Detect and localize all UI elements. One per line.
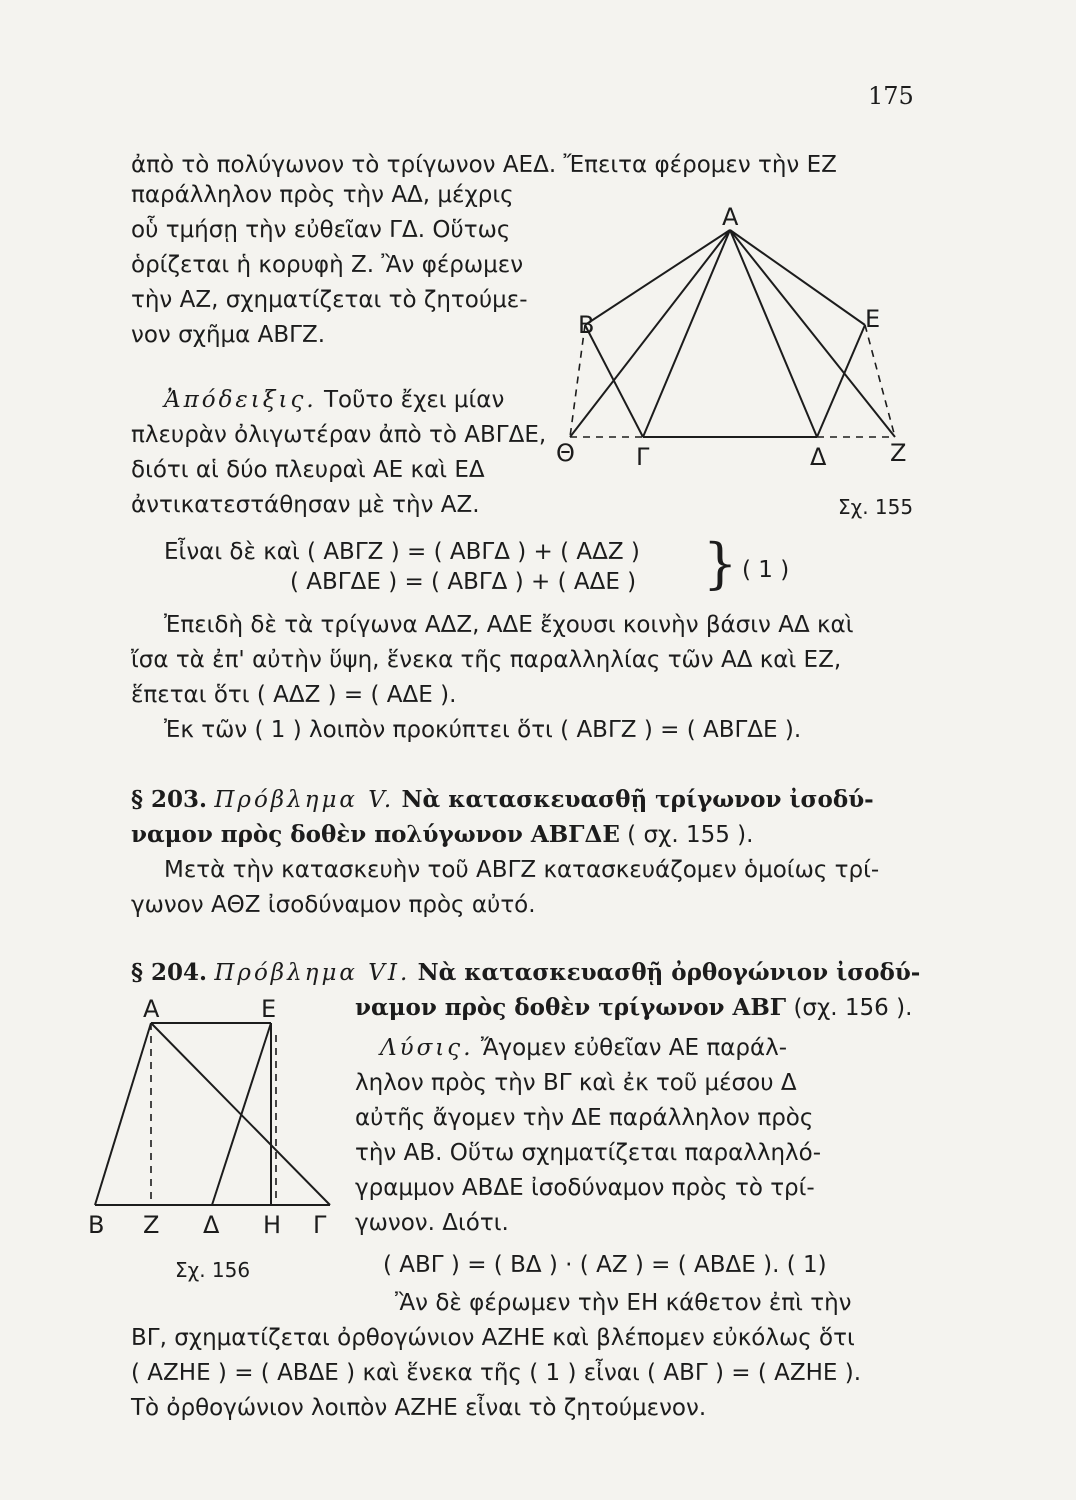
label-A: Α — [722, 203, 739, 231]
equation-1: Εἶναι δὲ καὶ ( ΑΒΓΖ ) = ( ΑΒΓΔ ) + ( ΑΔΖ ) — [164, 539, 640, 565]
block1-line-3: οὗ τμήσῃ τὴν εὐθεῖαν ΓΔ. Οὕτως — [131, 217, 511, 243]
s204-line-9: ΒΓ, σχηματίζεται ὀρθογώνιον ΑΖΗΕ καὶ βλέπομεν εὐκόλως ὅτι — [131, 1325, 855, 1351]
block1-line-2: παράλληλον πρὸς τὴν ΑΔ, μέχρις — [131, 182, 514, 208]
text: ἀπὸ τὸ πολύγωνον τὸ τρίγωνον ΑΕΔ. Ἔπειτα φέρομεν τὴν ΕΖ — [131, 152, 837, 178]
figure-155-caption: Σχ. 155 — [838, 495, 914, 519]
label-A: Α — [143, 995, 160, 1023]
s203-line-3: Μετὰ τὴν κατασκευὴν τοῦ ΑΒΓΖ κατασκευάζομεν ὁμοίως τρί- — [164, 857, 880, 883]
s204-line-5: τὴν ΑΒ. Οὕτω σχηματίζεται παραλληλό- — [355, 1140, 822, 1166]
block2-line-2: ἴσα τὰ ἐπ' αὐτὴν ὕψη, ἕνεκα τῆς παραλληλίας τῶν ΑΔ καὶ ΕΖ, — [131, 647, 842, 673]
s204-title-2: ναμον πρὸς δοθὲν τρίγωνον ΑΒΓ — [355, 994, 787, 1021]
proof-line-3: διότι αἱ δύο πλευραὶ ΑΕ καὶ ΕΔ — [131, 457, 485, 483]
s204-number: § 204. — [131, 959, 208, 986]
label-G: Γ — [636, 443, 650, 471]
s203-line-2 — [131, 820, 753, 850]
diag-AG — [643, 230, 730, 437]
s204-lysis-heading: Λύσις. — [380, 1035, 474, 1061]
proof-line-2: πλευρὰν ὀλιγωτέραν ἀπὸ τὸ ΑΒΓΔΕ, — [131, 422, 547, 448]
s203-title-1: Νὰ κατασκευασθῇ τρίγωνον ἰσοδύ- — [401, 786, 874, 813]
dash-EZ — [865, 325, 895, 437]
label-H: Η — [263, 1211, 282, 1239]
figure-155 — [540, 195, 920, 525]
label-Th: Θ — [556, 439, 575, 467]
s204-line-1 — [131, 958, 920, 988]
block2-line-3: ἕπεται ὅτι ( ΑΔΖ ) = ( ΑΔΕ ). — [131, 682, 457, 708]
s203-line-4: γωνον ΑΘΖ ἰσοδύναμον πρὸς αὐτό. — [131, 892, 536, 918]
block2-line-1: Ἐπειδὴ δὲ τὰ τρίγωνα ΑΔΖ, ΑΔΕ ἔχουσι κοινὴν βάσιν ΑΔ καὶ — [164, 612, 854, 638]
s204-equation: ( ΑΒΓ ) = ( ΒΔ ) · ( ΑΖ ) = ( ΑΒΔΕ ). ( 1) — [383, 1252, 827, 1278]
equation-brace: } — [703, 532, 738, 595]
edge-AB — [95, 1023, 151, 1205]
block1-line-6: νον σχῆμα ΑΒΓΖ. — [131, 322, 326, 348]
s203-line-1 — [131, 785, 874, 815]
equation-2: ( ΑΒΓΔΕ ) = ( ΑΒΓΔ ) + ( ΑΔΕ ) — [290, 569, 637, 595]
block1-line-5: τὴν ΑΖ, σχηματίζεται τὸ ζητούμε- — [131, 287, 528, 313]
s204-ref: (σχ. 156 ). — [793, 995, 913, 1021]
edge-ED — [212, 1023, 271, 1205]
s204-lysis-line — [380, 1033, 787, 1063]
label-E: Ε — [865, 305, 881, 333]
s203-number: § 203. — [131, 786, 208, 813]
figure-156-caption: Σχ. 156 — [175, 1258, 251, 1282]
label-G: Γ — [313, 1211, 327, 1239]
s204-line-10: ( ΑΖΗΕ ) = ( ΑΒΔΕ ) καὶ ἕνεκα τῆς ( 1 ) εἶναι ( ΑΒΓ ) = ( ΑΖΗΕ ). — [131, 1360, 862, 1386]
label-D: Δ — [203, 1211, 220, 1239]
s203-title-2: ναμον πρὸς δοθὲν πολύγωνον ΑΒΓΔΕ — [131, 821, 620, 848]
s204-title-1: Νὰ κατασκευασθῇ ὀρθογώνιον ἰσοδύ- — [417, 959, 921, 986]
label-E: Ε — [261, 995, 277, 1023]
s203-problem-label: Πρόβλημα V. — [214, 787, 395, 813]
s204-line-8: Ἂν δὲ φέρωμεν τὴν ΕΗ κάθετον ἐπὶ τὴν — [395, 1290, 852, 1316]
s204-problem-label: Πρόβλημα VI. — [214, 960, 411, 986]
label-B: Β — [88, 1211, 105, 1239]
equation-number: ( 1 ) — [742, 557, 790, 583]
s204-line-4: αὐτῆς ἄγομεν τὴν ΔΕ παράλληλον πρὸς — [355, 1105, 814, 1131]
figure-156 — [85, 995, 345, 1285]
proof-heading: Ἀπόδειξις. — [164, 387, 317, 413]
s204-line-6: γραμμον ΑΒΔΕ ἰσοδύναμον πρὸς τὸ τρί- — [355, 1175, 815, 1201]
label-Z: Ζ — [890, 439, 907, 467]
block1-line-4: ὁρίζεται ἡ κορυφὴ Ζ. Ἂν φέρωμεν — [131, 252, 524, 278]
proof-line-4: ἀντικατεστάθησαν μὲ τὴν ΑΖ. — [131, 492, 480, 518]
label-B: Β — [578, 311, 595, 339]
proof-line-1-text: Τοῦτο ἔχει μίαν — [323, 387, 505, 413]
label-Z: Ζ — [143, 1211, 160, 1239]
label-D: Δ — [810, 443, 827, 471]
s204-line-7: γωνον. Διότι. — [355, 1210, 509, 1236]
s204-line-11: Τὸ ὀρθογώνιον λοιπὸν ΑΖΗΕ εἶναι τὸ ζητούμενον. — [131, 1395, 707, 1421]
s203-ref: ( σχ. 155 ). — [627, 822, 754, 848]
s204-line-2 — [355, 993, 912, 1023]
proof-line-1 — [164, 385, 504, 415]
s204-line-3: ληλον πρὸς τὴν ΒΓ καὶ ἐκ τοῦ μέσου Δ — [355, 1070, 797, 1096]
side-AZ — [730, 230, 895, 437]
page-number: 175 — [868, 82, 914, 110]
edge-AB — [585, 230, 730, 325]
s204-lysis-text: Ἄγομεν εὐθεῖαν ΑΕ παράλ- — [480, 1035, 788, 1061]
edge-ED — [817, 325, 865, 437]
block1-line-1 — [131, 150, 911, 180]
block2-line-4: Ἐκ τῶν ( 1 ) λοιπὸν προκύπτει ὅτι ( ΑΒΓΖ ) = ( ΑΒΓΔΕ ). — [164, 717, 802, 743]
